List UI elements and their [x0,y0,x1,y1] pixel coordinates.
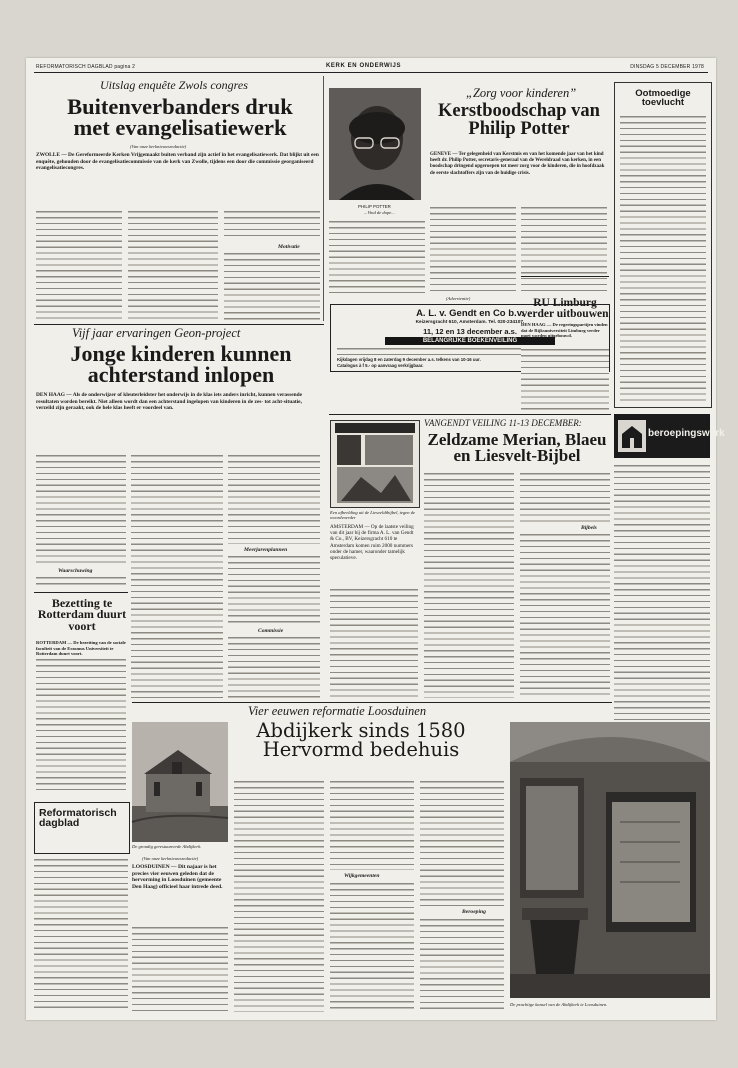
geon-col1-text [36,454,126,564]
loosduinen-col3-text-b [330,882,414,1012]
limburg-lead: DEN HAAG — De regeringspartijen vinden dat de Rijksuniversiteit Limburg verder moet worden uitgebouwd. [521,322,608,339]
header-section: KERK EN ONDERWIJS [326,63,402,69]
beroepingswerk-banner [614,414,725,458]
loosduinen-subhead-1: Wijkgemeenten [344,873,380,879]
limburg-headline: RU Limburg verder uitbouwen [521,297,609,320]
header-right: DINSDAG 5 DECEMBER 1978 [630,64,704,70]
geon-col3-text-c [228,636,320,698]
geon-kicker: Vijf jaar ervaringen Geon-project [72,326,241,340]
meditation-title: Ootmoedige toevlucht [635,88,691,109]
header-rule [34,72,708,73]
loosduinen-lead: LOOSDUINEN — Dit najaar is het precies vier eeuwen geleden dat de hervorming in Loosduinen (gemeente Den Haag) officieel haar intrede deed. [132,864,223,890]
loosduinen-col4-text-b [420,918,504,1012]
veiling-lead: AMSTERDAM — Op de laatste veiling van dit jaar bij de firma A. L. van Gendt & Co., BV, Keizersgracht 610 te Amsterdam komen ruim 2000 nummers onder de hamer, waaronder tamelijk speculatieve. [330,524,414,562]
geon-col3-text-b [228,555,320,625]
loosduinen-headline: Abdijkerk sinds 1580 Hervormd bedehuis [256,719,466,761]
potter-caption-name: PHILIP POTTER [358,204,391,209]
zwolle-col3-text-a [224,210,320,240]
veiling-col3-text-b [520,533,610,698]
geon-headline: Jonge kinderen kunnen achterstand inlopen [70,341,292,387]
philip-potter-photo [329,88,421,200]
zwolle-headline: Buitenverbanders druk met evangelisatiewerk [67,94,293,141]
zwolle-col1-text [36,210,122,322]
ad-address: Keizersgracht 610, Amsterdam. Tel. 020-234107. [415,320,525,325]
potter-col2-text [430,206,516,294]
geon-lead: DEN HAAG — Als de onderwijzer of kleuterleidster het onderwijs in de klas iets anders inricht, kunnen verassende resultaten worden bereikt. Niet alleen wordt dan een achterstand ingelopen van kinderen in de zes- tot acht-situatie, verzeild zijn geraakt, ook de hele klas heeft er voordeel van. [36,392,303,412]
rotterdam-rule [34,592,128,593]
zwolle-col2-text [128,210,218,322]
ad-catalogue: Catalogus à f 5.- op aanvraag verkrijgbaar. [337,363,424,368]
veiling-kicker: VANGENDT VEILING 11-13 DECEMBER: [424,418,582,428]
veiling-headline: Zeldzame Merian, Blaeu en Liesvelt-Bijbel [427,430,607,466]
masthead-box [34,802,130,854]
ad-label: (Advertentie) [446,296,471,301]
potter-col1-text [329,220,425,294]
masthead-colophon-text [34,858,128,1012]
abdijkerk-caption: De grondig gerestaureerde Abdijkerk. [132,844,202,849]
masthead-title: Reformatorisch dagblad [39,807,117,829]
column-divider [323,76,324,321]
meditation-box [614,82,712,408]
kansel-caption: De prachtige kansel van de Abdijkerk te Loosduinen. [510,1002,608,1007]
geon-col1-text-b [36,576,126,588]
liesvelt-bible-illustration [330,420,420,508]
geon-subhead-3: Commissie [258,628,284,634]
header-left: REFORMATORISCH DAGBLAD pagina 2 [36,64,136,70]
loosduinen-credit: (Van onze kerknieuwsredactie) [142,856,199,861]
veiling-col2-text [424,472,514,698]
ad-dates: 11, 12 en 13 december a.s. [423,327,517,336]
veiling-subhead: Bijbels [581,525,597,531]
potter-lead: GENEVE — Ter gelegenheid van Kerstmis en van het komende jaar van het kind heeft dr. Philip Potter, secretaris-generaal van de Wereldraad van kerken, in een boodschap dringend opgeroepen tot meer zorg voor de kinderen, die in hoofdzaak de eerste slachtoffers zijn van de huidige crisis. [430,152,605,176]
loosduinen-col2-text [234,780,324,1012]
veiling-col1-text [330,588,418,698]
geon-subhead-2: Meerjarenplannen [244,547,288,553]
rotterdam-lead: ROTTERDAM — De bezetting van de sociale faculteit van de Erasmus Universiteit te Rotterdam duurt voort. [36,640,126,657]
veiling-col3-text-a [520,472,610,522]
ad-title: BELANGRIJKE BOEKENVEILING [385,337,555,345]
potter-col3-text [521,206,607,294]
loosduinen-col4-text-a [420,780,504,906]
loosduinen-kicker: Vier eeuwen reformatie Loosduinen [248,704,427,718]
loosduinen-subhead-2: Beroeping [462,909,486,915]
ad-firm: A. L. v. Gendt en Co b.v. [416,308,524,319]
veiling-book-caption: Een afbeelding uit de Liesveldtbijbel, tegen de woordvoerder [330,510,416,521]
kansel-photo [510,722,710,998]
zwolle-credit: (Van onze kerknieuwsredactie) [130,144,187,149]
zwolle-subhead: Motivatie [278,244,300,250]
abdijkerk-photo [132,722,228,842]
loosduinen-col3-text-a [330,780,414,870]
geon-col2-text [131,454,223,698]
zwolle-lead: ZWOLLE — De Gereformeerde Kerken Vrijgemaakt buiten verband zijn actief in het evangelisatiewerk. Dat blijkt uit een enquête, gehouden door de evangelisatiecommissie van de kerk van Zwolle, tijdens een door die commissie georganiseerd evangelisatiecongres. [36,152,319,172]
rotterdam-headline: Bezetting te Rotterdam duurt voort [37,596,127,633]
ad-viewing: Kijkdagen vrijdag 8 en zaterdag 9 december a.s. telkens van 10-16 uur. [337,357,481,362]
section-rule [34,324,324,325]
loosduinen-rule [132,702,612,703]
limburg-text [521,348,609,412]
potter-kicker: „Zorg voor kinderen” [466,86,577,100]
rotterdam-text [36,658,126,790]
veiling-rule [329,414,611,415]
geon-col3-text-a [228,454,320,544]
meditation-text [620,115,706,401]
beroepingswerk-title: beroepingswerk [648,428,725,439]
potter-headline: Kerstboodschap van Philip Potter [438,101,600,139]
geon-subhead-1: Waarschuwing [58,568,93,574]
potter-caption-sub: ...Vind de dope... [364,210,395,215]
newspaper-page [26,58,725,1020]
zwolle-col3-text-b [224,252,320,322]
loosduinen-col1-text [132,926,228,1012]
zwolle-kicker: Uitslag enquête Zwols congres [100,78,248,92]
